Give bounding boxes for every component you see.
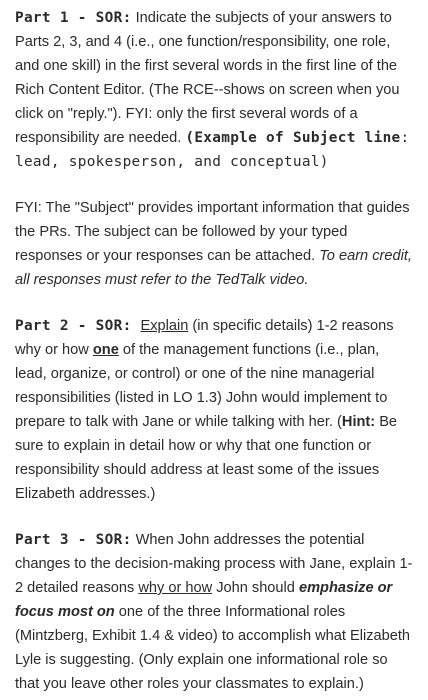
fyi-text: FYI: The "Subject" provides important information that guides the PRs. The subject can be followed by your typed responses or your responses can be attached. <box>15 200 410 264</box>
part2-hint-label: Hint: <box>341 414 376 430</box>
part1-example-label: (Example of Subject line <box>185 130 401 146</box>
part2-paragraph <box>15 314 414 506</box>
part3-why-or-how: why or how <box>138 580 213 596</box>
part3-emphasize: emphasize or focus most on <box>15 580 393 620</box>
fyi-credit-note: To earn credit, all responses must refer to the TedTalk video. <box>15 248 412 288</box>
part2-text-3: Be sure to explain in detail how or why that one function or responsibility should address at least some of the issues Elizabeth addresses.) <box>15 414 398 502</box>
part1-text: Indicate the subjects of your answers to Parts 2, 3, and 4 (i.e., one function/responsibility, one role, and one skill) in the first several words in the first line of the Rich Content Editor. (The RCE--shows on screen when you click on "reply."). FYI: only the first several words of a responsibility are needed. <box>15 10 400 146</box>
part3-text-2: John should <box>212 580 299 596</box>
part2-explain: Explain <box>140 318 189 334</box>
part2-heading: Part 2 - SOR: <box>15 318 141 334</box>
part2-one: one <box>92 342 119 358</box>
part1-paragraph <box>15 6 414 174</box>
part3-text-3: one of the three Informational roles (Mintzberg, Exhibit 1.4 & video) to accomplish what Elizabeth Lyle is suggesting. (Only explain one informational role so that you leave other roles your classmates to explain.) <box>15 604 411 692</box>
part3-paragraph <box>15 528 414 696</box>
part2-text-2: of the management functions (i.e., plan, lead, organize, or control) or one of the nine managerial responsibilities (listed in LO 1.3) John would implement to prepare to talk with Jane or while talking with her. ( <box>15 342 388 430</box>
part1-example-text: : lead, spokesperson, and conceptual) <box>15 130 410 170</box>
part1-heading: Part 1 - SOR: <box>15 10 132 26</box>
part3-text-1: When John addresses the potential changes to the decision-making process with Jane, explain 1-2 detailed reasons <box>15 532 413 596</box>
part2-text-1: (in specific details) 1-2 reasons why or how <box>15 318 394 358</box>
fyi-paragraph <box>15 196 414 292</box>
part3-heading: Part 3 - SOR: <box>15 532 132 548</box>
